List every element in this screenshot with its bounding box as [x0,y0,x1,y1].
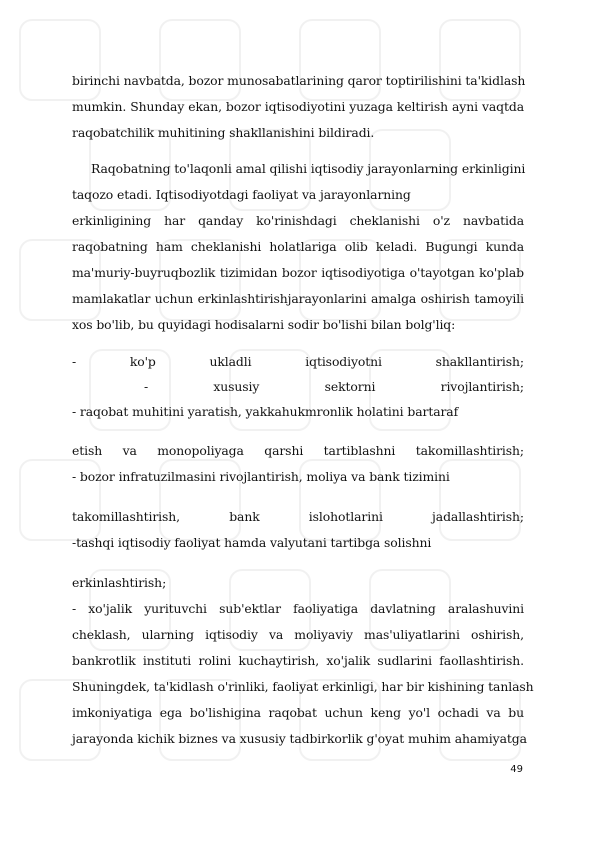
text-line-24: jarayonda kichik biznes va xususiy tadbirkorlik g'oyat muhim ahamiyatga [72,731,527,746]
text-line-17: -tashqi iqtisodiy faoliyat hamda valyutani tartibga solishni [72,535,432,550]
text-line-8: ma'muriy-buyruqbozlik tizimidan bozor iqtisodiyotiga o'tayotgan ko'plab [72,265,524,280]
text-line-20: cheklash, ularning iqtisodiy va moliyaviy mas'uliyatlarini oshirish, [72,627,524,642]
text-line-9: mamlakatlar uchun erkinlashtirishjarayonlarini amalga oshirish tamoyili [72,291,524,306]
text-line-15: - bozor infratuzilmasini rivojlantirish, moliya va bank tizimini [72,469,450,484]
text-line-10: xos bo'lib, bu quyidagi hodisalarni sodir bo'lishi bilan bolg'liq: [72,317,456,332]
text-line-6: erkinligining har qanday ko'rinishdagi cheklanishi o'z navbatida [72,213,524,228]
text-line-11: - ko'p ukladli iqtisodiyotni shakllantirish; [72,354,524,369]
text-line-22: Shuningdek, ta'kidlash o'rinliki, faoliyat erkinligi, har bir kishining tanlash [72,679,534,694]
document-page [72,0,534,842]
text-line-19: - xo'jalik yurituvchi sub'ektlar faoliyatiga davlatning aralashuvini [72,601,524,616]
text-line-21: bankrotlik instituti rolini kuchaytirish, xo'jalik sudlarini faollashtirish. [72,653,524,668]
text-line-1: birinchi navbatda, bozor munosabatlarining qaror toptirilishini ta'kidlash [72,73,526,88]
text-line-23: imkoniyatiga ega bo'lishigina raqobat uchun keng yo'l ochadi va bu [72,705,524,720]
text-line-5: taqozo etadi. Iqtisodiyotdagi faoliyat va jarayonlarning [72,187,411,202]
text-line-2: mumkin. Shunday ekan, bozor iqtisodiyotini yuzaga keltirish ayni vaqtda [72,99,524,114]
text-line-14: etish va monopoliyaga qarshi tartiblashni takomillashtirish; [72,443,524,458]
text-line-7: raqobatning ham cheklanishi holatlariga olib keladi. Bugungi kunda [72,239,524,254]
text-line-13: - raqobat muhitini yaratish, yakkahukmronlik holatini bartaraf [72,404,459,419]
page-number: 49 [510,764,523,775]
text-line-12: - xususiy sektorni rivojlantirish; [144,379,524,394]
text-line-4: Raqobatning to'laqonli amal qilishi iqtisodiy jarayonlarning erkinligini [91,161,526,176]
text-line-16: takomillashtirish, bank islohotlarini jadallashtirish; [72,509,524,524]
text-line-18: erkinlashtirish; [72,575,167,590]
text-line-3: raqobatchilik muhitining shakllanishini bildiradi. [72,125,375,140]
